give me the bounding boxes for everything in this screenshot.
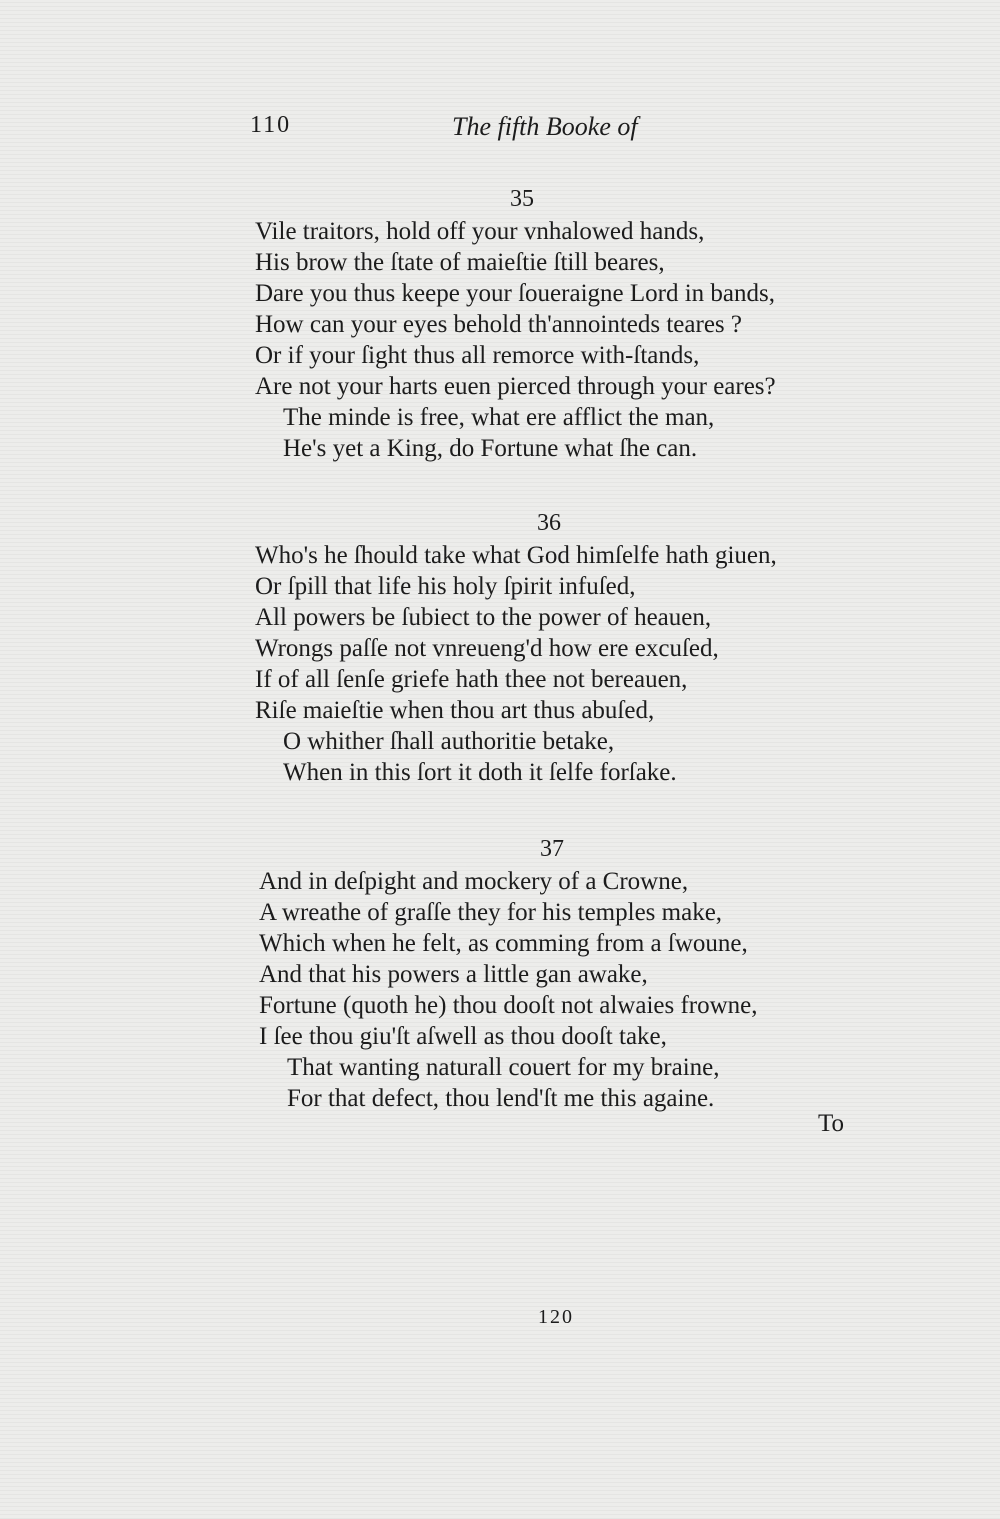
verse-line: If of all ſenſe griefe hath thee not bereauen,	[255, 666, 688, 693]
verse-line: The minde is free, what ere afflict the man,	[283, 404, 715, 431]
page-number: 110	[250, 112, 292, 138]
stanza	[255, 216, 875, 464]
verse-line: His brow the ſtate of maieſtie ſtill beares,	[255, 249, 665, 276]
verse-line: Dare you thus keepe your ſoueraigne Lord in bands,	[255, 280, 775, 307]
verse-line: When in this ſort it doth it ſelfe forſake.	[283, 759, 677, 786]
stanza-number: 36	[537, 510, 561, 536]
verse-line: I ſee thou giu'ſt aſwell as thou dooſt take,	[259, 1023, 667, 1050]
stanza	[255, 540, 875, 788]
verse-line: A wreathe of graſſe they for his temples make,	[259, 899, 723, 926]
verse-line: And in deſpight and mockery of a Crowne,	[259, 868, 689, 895]
verse-line: Which when he felt, as comming from a ſwoune,	[259, 930, 748, 957]
verse-line: Wrongs paſſe not vnreueng'd how ere excuſed,	[255, 635, 719, 662]
verse-line: And that his powers a little gan awake,	[259, 961, 648, 988]
verse-line: Or if your ſight thus all remorce with-ſtands,	[255, 342, 700, 369]
stanza-number: 35	[510, 186, 534, 212]
stanza-number: 37	[540, 836, 564, 862]
verse-line: O whither ſhall authoritie betake,	[283, 728, 615, 755]
running-title: The fifth Booke of	[452, 112, 638, 141]
verse-line: Or ſpill that life his holy ſpirit infuſed,	[255, 573, 636, 600]
catchword: To	[818, 1110, 845, 1137]
verse-line: He's yet a King, do Fortune what ſhe can.	[283, 435, 698, 462]
verse-line: Who's he ſhould take what God himſelfe hath giuen,	[255, 542, 777, 569]
verse-line: How can your eyes behold th'annointeds teares ?	[255, 311, 742, 338]
verse-line: That wanting naturall couert for my braine,	[287, 1054, 720, 1081]
verse-line: Vile traitors, hold off your vnhalowed hands,	[255, 218, 705, 245]
signature-number: 120	[538, 1306, 574, 1328]
verse-line: For that defect, thou lend'ſt me this againe.	[287, 1085, 715, 1112]
verse-line: Fortune (quoth he) thou dooſt not alwaies frowne,	[259, 992, 758, 1019]
verse-line: All powers be ſubiect to the power of heauen,	[255, 604, 712, 631]
verse-line: Are not your harts euen pierced through your eares?	[255, 373, 776, 400]
verse-line: Riſe maieſtie when thou art thus abuſed,	[255, 697, 655, 724]
stanza	[259, 866, 879, 1114]
